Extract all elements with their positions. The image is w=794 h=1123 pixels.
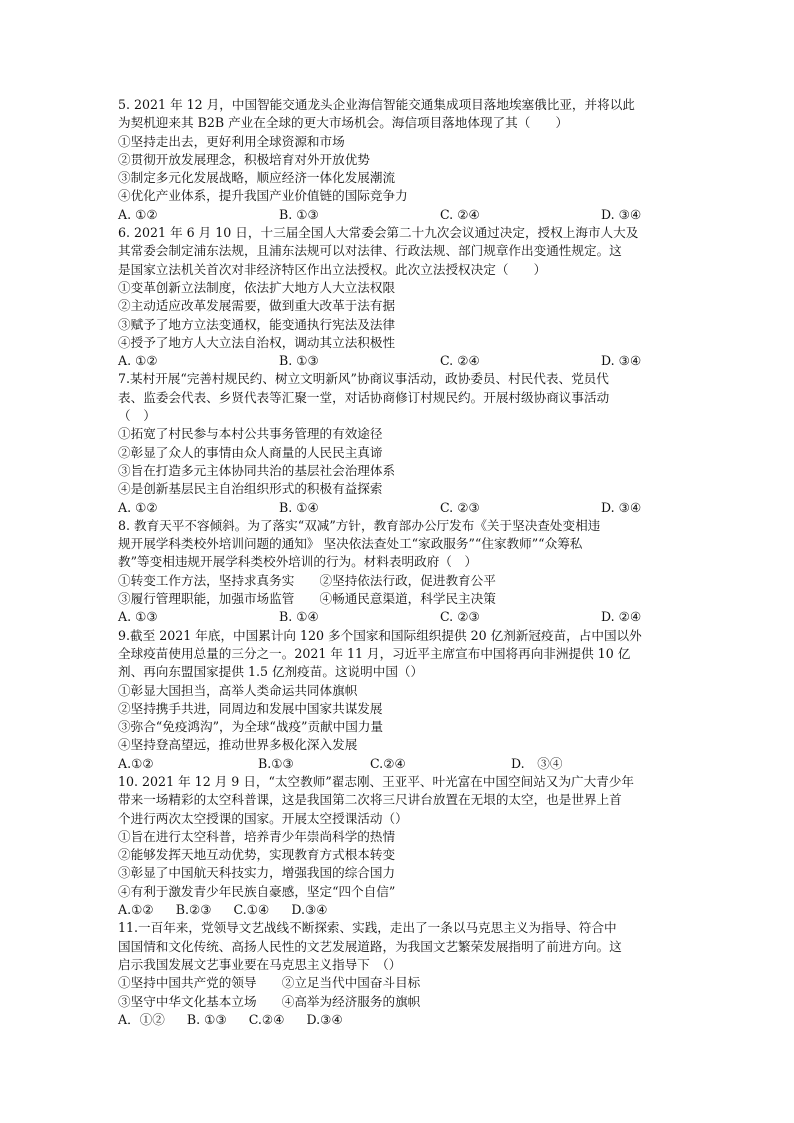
statement-item: ④有利于激发青少年民族自豪感，坚定“四个自信” [118,883,396,899]
answer-options [118,352,684,370]
answer-options [118,608,684,626]
question-stem: 是国家立法机关首次对非经济特区作出立法授权。此次立法授权决定（ ） [118,261,547,277]
option-d: D. ③④ [601,499,642,515]
option-c: C. ②③ [440,499,480,515]
question-8 [118,517,684,627]
option-b: B. ①④ [279,609,319,625]
option-b: B. ①③ [279,353,319,369]
option-b: B.②③ [175,902,212,918]
option-c: C. ②③ [440,609,480,625]
question-stem: 为契机迎来其 B2B 产业在全球的更大市场机会。海信项目落地体现了其（ ） [118,115,569,131]
answer-options [118,901,684,919]
statement-item: ③坚守中华文化基本立场 ④高举为经济服务的旗帜 [118,993,421,1009]
option-d: D.③④ [291,902,328,918]
question-6 [118,224,684,370]
question-stem: 剂、再向东盟国家提供 1.5 亿剂疫苗。这说明中国（） [118,664,424,680]
statement-item: ③旨在打造多元主体协同共治的基层社会治理体系 [118,462,396,478]
question-stem: 带来一场精彩的太空科普课，这是我国第二次将三尺讲台放置在无垠的太空，也是世界上首 [118,792,622,808]
statement-item: ①旨在进行太空科普，培养青少年崇尚科学的热情 [118,828,396,844]
option-b: B. ①④ [279,499,319,515]
statement-item: ③弥合“免疫鸿沟”，为全球“战疫”贡献中国力量 [118,719,384,735]
exam-page [118,96,684,1029]
statement-item: ④优化产业体系，提升我国产业价值链的国际竞争力 [118,188,408,204]
statement-item: ①坚持走出去，更好利用全球资源和市场 [118,133,345,149]
question-10 [118,773,684,919]
statement-item: ②主动适应改革发展需要，做到重大改革于法有据 [118,298,396,314]
question-stem: 6. 2021 年 6 月 10 日，十三届全国人大常委会第二十九次会议通过决定，授权上海市人大及 [118,225,639,241]
statement-item: ③履行管理职能，加强市场监管 ④畅通民意渠道，科学民主决策 [118,591,496,607]
question-stem: 启示我国发展文艺事业要在马克思主义指导下 （） [118,956,402,972]
option-a: A. ①② [118,206,158,222]
question-11 [118,919,684,1029]
answer-options [118,499,684,517]
option-c: C.②④ [248,1011,285,1027]
option-c: C. ②④ [440,206,480,222]
statement-item: ③彰显了中国航天科技实力，增强我国的综合国力 [118,865,396,881]
statement-item: ③制定多元化发展战略，顺应经济一体化发展潮流 [118,170,396,186]
question-stem: 表、监委会代表、乡贤代表等汇聚一堂，对话协商修订村规民约。开展村级协商议事活动 [118,389,610,405]
statement-item: ①变革创新立法制度，依法扩大地方人大立法权限 [118,279,396,295]
option-d: D. ③④ [601,206,642,222]
question-stem: 国国情和文化传统、高扬人民性的文艺发展道路，为我国文艺繁荣发展指明了前进方向。这 [118,938,622,954]
statement-item: ①坚持中国共产党的领导 ②立足当代中国奋斗目标 [118,975,421,991]
option-a: A.①② [118,902,154,918]
statement-item: ④坚持登高望远，推动世界多极化深入发展 [118,737,358,753]
option-d: D. ②④ [601,609,642,625]
statement-item: ③赋予了地方立法变通权，能变通执行宪法及法律 [118,316,396,332]
option-a: A. ①③ [118,609,158,625]
statement-item: ②贯彻开放发展理念，积极培育对外开放优势 [118,151,370,167]
option-b: B.①③ [258,755,294,771]
question-5 [118,96,684,224]
question-stem: 11.一百年来，党领导文艺战线不断探索、实践，走出了一条以马克思主义为指导、符合中 [118,920,617,936]
statement-item: ①彰显大国担当，高举人类命运共同体旗帜 [118,682,358,698]
option-a: A.①② [118,755,154,771]
question-stem: 9.截至 2021 年底，中国累计向 120 多个国家和国际组织提供 20 亿剂新冠疫苗，占中国以外 [118,627,642,643]
question-9 [118,627,684,773]
option-d: D. ③④ [511,755,563,771]
answer-options [118,755,684,773]
answer-options [118,206,684,224]
question-stem: 教”等变相违规开展学科类校外培训的行为。材料表明政府（ ） [118,554,478,570]
question-stem: 7.某村开展“完善村规民约、树立文明新风”协商议事活动，政协委员、村民代表、党员代 [118,371,609,387]
option-a: A. ①② [118,353,158,369]
statement-item: ②能够发挥天地互动优势，实现教育方式根本转变 [118,847,396,863]
statement-item: ①转变工作方法，坚持求真务实 ②坚持依法行政，促进教育公平 [118,572,496,588]
question-stem: （ ） [118,408,156,424]
question-stem: 10. 2021 年 12 月 9 日，“太空教师”翟志刚、王亚平、叶光富在中国空间站又为广大青少年 [118,773,635,789]
option-c: C. ②④ [440,353,480,369]
option-b: B. ①③ [279,206,319,222]
statement-item: ④授予了地方人大立法自治权，调动其立法积极性 [118,334,396,350]
statement-item: ①拓宽了村民参与本村公共事务管理的有效途径 [118,426,383,442]
option-c: C.①④ [233,902,270,918]
question-stem: 5. 2021 年 12 月，中国智能交通龙头企业海信智能交通集成项目落地埃塞俄比亚，并将以此 [118,97,635,112]
option-a: A. ①② [118,499,158,515]
answer-options [118,1011,684,1029]
statement-item: ④是创新基层民主自治组织形式的积极有益探索 [118,481,383,497]
question-stem: 其常委会制定浦东法规，且浦东法规可以对法律、行政法规、部门规章作出变通性规定。这 [118,243,622,259]
question-stem: 个进行两次太空授课的国家。开展太空授课活动（） [118,810,408,826]
question-stem: 规开展学科类校外培训问题的通知》 坚决依法查处工“家政服务”“住家教师”“众筹私 [118,536,583,552]
option-d: D. ③④ [601,353,642,369]
question-7 [118,370,684,516]
question-stem: 8. 教育天平不容倾斜。为了落实“双减”方针，教育部办公厅发布《关于坚决查处变相违 [118,517,601,533]
option-b: B. ①③ [186,1011,227,1027]
statement-item: ②彰显了众人的事情由众人商量的人民民主真谛 [118,444,383,460]
option-c: C.②④ [370,755,406,771]
question-stem: 全球疫苗使用总量的三分之一。2021 年 11 月，习近平主席宣布中国将再向非洲提供 10 亿 [118,645,631,661]
statement-item: ②坚持携手共进，同周边和发展中国家共谋发展 [118,700,383,716]
option-d: D.③④ [306,1011,343,1027]
option-a: A．①② [118,1011,165,1027]
